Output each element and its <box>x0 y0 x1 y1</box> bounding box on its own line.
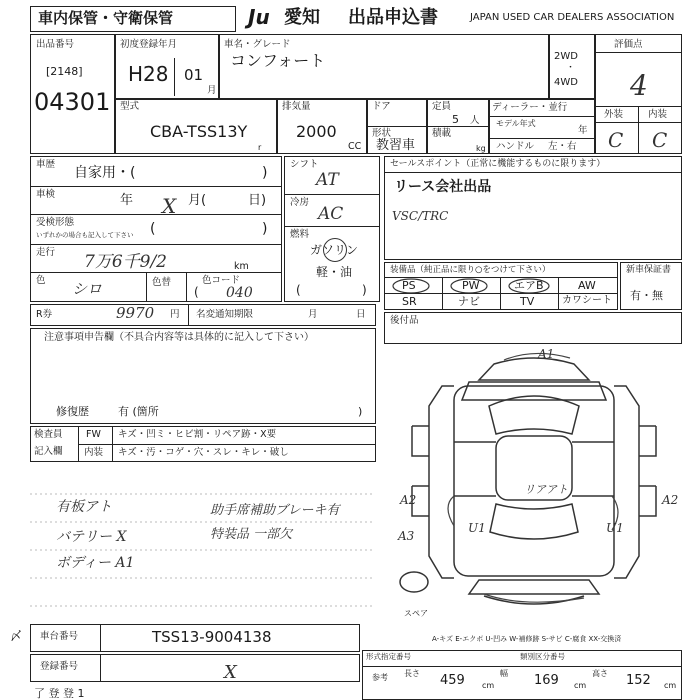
type-value: CBA-TSS13Y <box>150 122 248 141</box>
equipment-ps: PS <box>402 279 416 292</box>
inspector-note-right-1: 助手席補助ブレーキ有 <box>210 503 340 518</box>
check-form-close: ) <box>262 221 268 237</box>
brand-name: 愛知 <box>284 7 320 28</box>
type-mark: r <box>258 143 262 152</box>
damage-legend: A-キズ E-エクボ U-凹み W-補修跡 S-サビ C-腐食 XX-交換済 <box>432 635 622 643</box>
model-year-unit: 年 <box>578 125 588 136</box>
model-label: 車名・グレード <box>224 39 291 50</box>
equipment-pw: PW <box>462 279 480 292</box>
inspector-note-2: バテリー X <box>56 529 127 545</box>
interior-grade: C <box>652 128 668 152</box>
history-label: 車歴 <box>36 159 56 170</box>
model-year-label: モデル年式 <box>496 119 536 128</box>
margin-mark: 〆 <box>10 629 23 643</box>
color-code-value: 040 <box>226 285 253 301</box>
spec-ref: 参考 <box>372 673 388 682</box>
height-value: 152 <box>626 673 651 688</box>
load-unit: kg <box>476 144 486 153</box>
inspector-note-right-2: 特装品 一部欠 <box>210 527 293 542</box>
reg-number-row <box>30 654 360 682</box>
history-value: 自家用・( <box>74 165 136 181</box>
load-label: 積載 <box>432 128 452 139</box>
equipment-aw: AW <box>578 279 596 292</box>
form-title: 出品申込書 <box>348 7 438 28</box>
check-form-open: ( <box>150 221 156 237</box>
check-form-label: 受検形態 <box>36 217 75 228</box>
storage-label: 車内保管・守衛保管 <box>38 9 174 27</box>
association-name: JAPAN USED CAR DEALERS ASSOCIATION <box>470 12 675 23</box>
sales-point-value: リース会社出品 <box>394 179 492 195</box>
registration-label: 初度登録年月 <box>120 39 178 50</box>
inspector-note-3: ボディー A1 <box>56 555 135 571</box>
recycle-label: R券 <box>36 309 53 320</box>
inspector-label-1: 検査員 <box>34 429 63 440</box>
shift-label: シフト <box>290 159 319 170</box>
rating-value: 4 <box>630 69 648 102</box>
reg-number-mark: X <box>224 662 237 683</box>
warranty-options: 有・無 <box>630 289 663 302</box>
notes-rule-lines <box>30 470 380 620</box>
equipment-circles <box>384 276 564 296</box>
drive-4wd: 4WD <box>554 77 578 88</box>
spec-label-2: 類別区分番号 <box>520 652 565 661</box>
interior-items: キズ・汚・コゲ・穴・スレ・キレ・破し <box>118 447 289 458</box>
shift-value: AT <box>316 170 339 190</box>
mark-a3: A3 <box>398 529 415 543</box>
fuel-circle <box>323 238 347 262</box>
handle-label: ハンドル <box>496 141 535 152</box>
fuel-close: ) <box>362 283 367 297</box>
repair-value: 有 (箇所 <box>118 405 159 418</box>
after-install-block <box>384 312 682 344</box>
inspection-mark: X <box>162 194 177 218</box>
height-unit: cm <box>664 681 677 690</box>
ac-value: AC <box>318 204 344 224</box>
color-change-label: 色替 <box>152 277 172 288</box>
handle-options: 左・右 <box>548 141 577 152</box>
ac-label: 冷房 <box>290 197 310 208</box>
length-unit: cm <box>482 681 495 690</box>
mileage-value: 7万6千9/2 <box>84 252 167 272</box>
shape-value: 教習車 <box>376 138 416 153</box>
equipment-tv: TV <box>520 295 535 308</box>
chassis-value: TSS13-9004138 <box>152 628 272 646</box>
length-label: 長さ <box>404 669 420 678</box>
type-label: 型式 <box>120 101 140 112</box>
displacement-value: 2000 <box>296 122 337 141</box>
displacement-unit: CC <box>348 141 362 152</box>
mark-a1-top: A1 <box>538 347 555 361</box>
exterior-label: 外装 <box>604 109 624 120</box>
mileage-label: 走行 <box>36 247 56 258</box>
shape-label: 形状 <box>372 128 392 139</box>
inspection-year-unit: 年 <box>120 193 134 208</box>
registration-month: 01 <box>184 66 204 84</box>
capacity-unit: 人 <box>470 115 480 126</box>
equipment-seat: カワシート <box>562 295 612 306</box>
mark-u1-left: U1 <box>468 521 486 535</box>
chassis-label: 車台番号 <box>40 631 79 642</box>
inspection-label: 車検 <box>36 189 56 200</box>
capacity-label: 定員 <box>432 101 452 112</box>
fuel-label: 燃料 <box>290 229 310 240</box>
mileage-unit: km <box>234 261 249 272</box>
equipment-navi: ナビ <box>458 295 480 308</box>
car-diagram <box>384 346 684 616</box>
sales-point-label: セールスポイント（正常に機能するものに限ります） <box>390 159 606 169</box>
inspection-month-unit: 月( <box>188 193 207 208</box>
repair-label: 修復歴 <box>56 405 89 418</box>
interior-label: 内装 <box>648 109 668 120</box>
notification-label: 名変通知期限 <box>196 309 254 320</box>
equipment-airbag: エアB <box>514 279 544 292</box>
lot-sub: [2148] <box>46 65 83 78</box>
lot-label: 出品番号 <box>36 39 75 50</box>
inspection-day-unit: 日) <box>248 193 267 208</box>
fuel-gas: ガソリン <box>310 243 359 257</box>
inspector-label-2: 記入欄 <box>34 446 63 457</box>
warranty-label: 新車保証書 <box>626 265 672 275</box>
registration-month-unit: 月 <box>207 85 217 96</box>
length-value: 459 <box>440 673 465 688</box>
history-close: ) <box>262 165 268 181</box>
color-code-paren: ( <box>194 285 199 299</box>
width-unit: cm <box>574 681 587 690</box>
mark-a2-right: A2 <box>662 493 679 507</box>
model-value: コンフォート <box>230 51 326 70</box>
mark-a2-left: A2 <box>400 493 417 507</box>
width-value: 169 <box>534 673 559 688</box>
fw-label: FW <box>86 429 101 440</box>
rating-label: 評価点 <box>614 39 643 50</box>
displacement-label: 排気量 <box>282 101 311 112</box>
reg-number-label: 登録番号 <box>40 661 79 672</box>
width-label: 幅 <box>500 669 508 678</box>
interior-items-label: 内装 <box>84 447 104 458</box>
mark-roof: リアアト <box>524 483 568 496</box>
inspector-note-1: 有板アト <box>56 499 112 515</box>
recycle-unit: 円 <box>170 309 180 320</box>
dealer-label: ディーラー・並行 <box>492 102 568 113</box>
equipment-sr: SR <box>402 295 417 308</box>
after-install-label: 後付品 <box>390 315 419 326</box>
capacity-value: 5 <box>452 113 459 126</box>
fuel-diesel: 軽・油 <box>316 265 353 279</box>
notification-day: 日 <box>356 309 366 320</box>
mark-u1-right: U1 <box>606 521 624 535</box>
top-block <box>30 34 682 154</box>
exterior-grade: C <box>608 128 624 152</box>
footer-partial: 了 登 登 1 <box>34 687 85 700</box>
registration-year: H28 <box>128 62 169 86</box>
color-label: 色 <box>36 275 46 286</box>
height-label: 高さ <box>592 669 608 678</box>
spare-label: スペア <box>404 609 428 618</box>
color-code-label: 色コード <box>202 275 241 286</box>
ju-logo: Ju <box>248 5 270 29</box>
repair-close: ) <box>358 405 363 418</box>
drive-2wd: 2WD <box>554 51 578 62</box>
drive-sep: ・ <box>566 63 576 73</box>
doors-label: ドア <box>372 101 391 112</box>
fuel-open: ( <box>296 283 301 297</box>
equipment-label: 装備品（純正品に限り○をつけて下さい） <box>390 265 551 275</box>
recycle-value: 9970 <box>116 304 155 322</box>
notification-month: 月 <box>308 309 318 320</box>
check-form-note: いずれかの場合も記入して下さい <box>36 231 134 239</box>
sales-point-handwritten: VSC/TRC <box>392 209 449 223</box>
spec-label-1: 形式指定番号 <box>366 652 411 661</box>
color-value: シロ <box>72 280 103 298</box>
notes-label: 注意事項申告欄（不具合内容等は具体的に記入して下さい） <box>44 332 314 343</box>
fw-items: キズ・凹ミ・ヒビ割・リペア跡・X要 <box>118 429 277 440</box>
lot-number: 04301 <box>34 88 111 116</box>
